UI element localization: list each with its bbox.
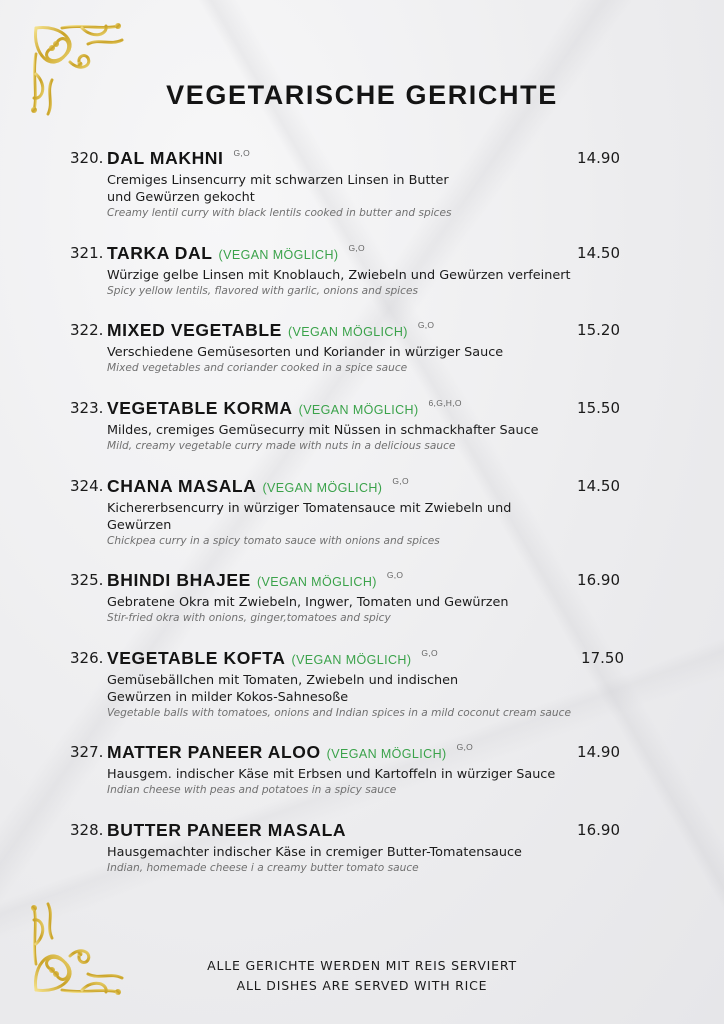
item-description-de: Gemüsebällchen mit Tomaten, Zwiebeln und indischen Gewürzen in milder Kokos-Sahnesoße	[107, 673, 459, 705]
item-number: 321.	[70, 244, 104, 262]
item-allergens: G,O	[417, 320, 435, 330]
item-allergens: G,O	[348, 243, 365, 253]
item-allergens: G,O	[456, 742, 474, 752]
menu-item-327	[70, 742, 630, 797]
item-price: 15.50	[577, 399, 620, 417]
item-description-en: Indian cheese with peas and potatoes in a spicy sauce	[107, 784, 397, 796]
item-name: MATTER PANEER ALOO (VEGAN MÖGLICH) $^{G,O}$	[107, 742, 474, 762]
item-description-de: Kichererbsencurry in würziger Tomatensauce mit Zwiebeln und Gewürzen	[107, 501, 512, 533]
item-name: VEGETABLE KOFTA (VEGAN MÖGLICH) $^{G,O}$	[107, 648, 438, 668]
item-price: 17.50	[581, 649, 624, 667]
vegan-badge: (VEGAN MÖGLICH)	[291, 653, 412, 667]
item-description-en: Stir-fried okra with onions, ginger,tomatoes and spicy	[107, 612, 391, 624]
item-price: 14.90	[577, 743, 620, 761]
item-description-de: Verschiedene Gemüsesorten und Koriander in würziger Sauce	[107, 345, 504, 360]
item-price: 15.20	[577, 321, 620, 339]
item-description-en: Vegetable balls with tomatoes, onions and Indian spices in a mild coconut cream sauce	[107, 707, 571, 719]
item-number: 328.	[70, 821, 104, 839]
item-price: 14.90	[577, 149, 620, 167]
menu-item-326	[70, 648, 630, 720]
item-description-de: Hausgemachter indischer Käse in cremiger Butter-Tomatensauce	[107, 845, 522, 860]
item-price: 14.50	[577, 244, 620, 262]
item-number: 327.	[70, 743, 104, 761]
item-number: 325.	[70, 571, 104, 589]
vegan-badge: (VEGAN MÖGLICH)	[326, 747, 447, 761]
item-name: CHANA MASALA (VEGAN MÖGLICH) $^{G,O}$	[107, 476, 409, 496]
item-description-en: Mild, creamy vegetable curry made with nuts in a delicious sauce	[107, 440, 456, 452]
item-number: 323.	[70, 399, 104, 417]
menu-item-323	[70, 398, 630, 453]
item-description-en: Indian, homemade cheese i a creamy butter tomato sauce	[107, 862, 419, 874]
item-description-de: Gebratene Okra mit Zwiebeln, Ingwer, Tomaten und Gewürzen	[107, 595, 509, 610]
vegan-badge: (VEGAN MÖGLICH)	[298, 403, 419, 417]
menu-item-328	[70, 820, 630, 875]
item-allergens: G,O	[421, 648, 438, 658]
page-title: VEGETARISCHE GERICHTE	[166, 80, 558, 110]
vegan-badge: (VEGAN MÖGLICH)	[256, 575, 377, 589]
vegan-badge: (VEGAN MÖGLICH)	[218, 248, 339, 262]
item-description-en: Creamy lentil curry with black lentils cooked in butter and spices	[107, 207, 452, 219]
item-name: BUTTER PANEER MASALA	[107, 820, 347, 840]
item-name: MIXED VEGETABLE (VEGAN MÖGLICH) $^{G,O}$	[107, 320, 435, 340]
item-price: 14.50	[577, 477, 620, 495]
item-description-de: Cremiges Linsencurry mit schwarzen Linsen in Butter und Gewürzen gekocht	[107, 173, 449, 205]
item-description-en: Mixed vegetables and coriander cooked in a spice sauce	[107, 362, 408, 374]
footer-note-en: ALL DISHES ARE SERVED WITH RICE	[236, 978, 488, 993]
item-name: TARKA DAL (VEGAN MÖGLICH) $^{G,O}$	[107, 243, 365, 263]
item-description-en: Chickpea curry in a spicy tomato sauce with onions and spices	[107, 535, 440, 547]
item-name: BHINDI BHAJEE (VEGAN MÖGLICH) $^{G,O}$	[107, 570, 404, 590]
item-allergens: 6,G,H,O	[428, 398, 462, 408]
item-number: 326.	[70, 649, 104, 667]
item-allergens: G,O	[386, 570, 404, 580]
vegan-badge: (VEGAN MÖGLICH)	[262, 481, 383, 495]
item-number: 320.	[70, 149, 104, 167]
item-description-de: Mildes, cremiges Gemüsecurry mit Nüssen in schmackhafter Sauce	[107, 423, 539, 438]
item-number: 322.	[70, 321, 104, 339]
menu-item-325	[70, 570, 630, 625]
vegan-badge: (VEGAN MÖGLICH)	[287, 325, 408, 339]
item-description-en: Spicy yellow lentils, flavored with garlic, onions and spices	[107, 285, 418, 297]
menu-item-320	[70, 148, 630, 220]
item-name: VEGETABLE KORMA (VEGAN MÖGLICH) $^{6,G,H,O}$	[107, 398, 462, 418]
item-allergens: G,O	[233, 148, 251, 158]
menu-item-321	[70, 243, 630, 298]
footer-note-de: ALLE GERICHTE WERDEN MIT REIS SERVIERT	[207, 958, 517, 973]
item-price: 16.90	[577, 821, 620, 839]
gold-filigree-ornament-icon	[22, 14, 142, 134]
item-number: 324.	[70, 477, 104, 495]
item-price: 16.90	[577, 571, 620, 589]
menu-item-322	[70, 320, 630, 375]
item-description-de: Würzige gelbe Linsen mit Knoblauch, Zwiebeln und Gewürzen verfeinert	[107, 268, 571, 283]
item-name: DAL MAKHNI $^{G,O}$	[107, 148, 251, 168]
menu-item-324	[70, 476, 630, 548]
item-allergens: G,O	[392, 476, 409, 486]
item-description-de: Hausgem. indischer Käse mit Erbsen und Kartoffeln in würziger Sauce	[107, 767, 556, 782]
